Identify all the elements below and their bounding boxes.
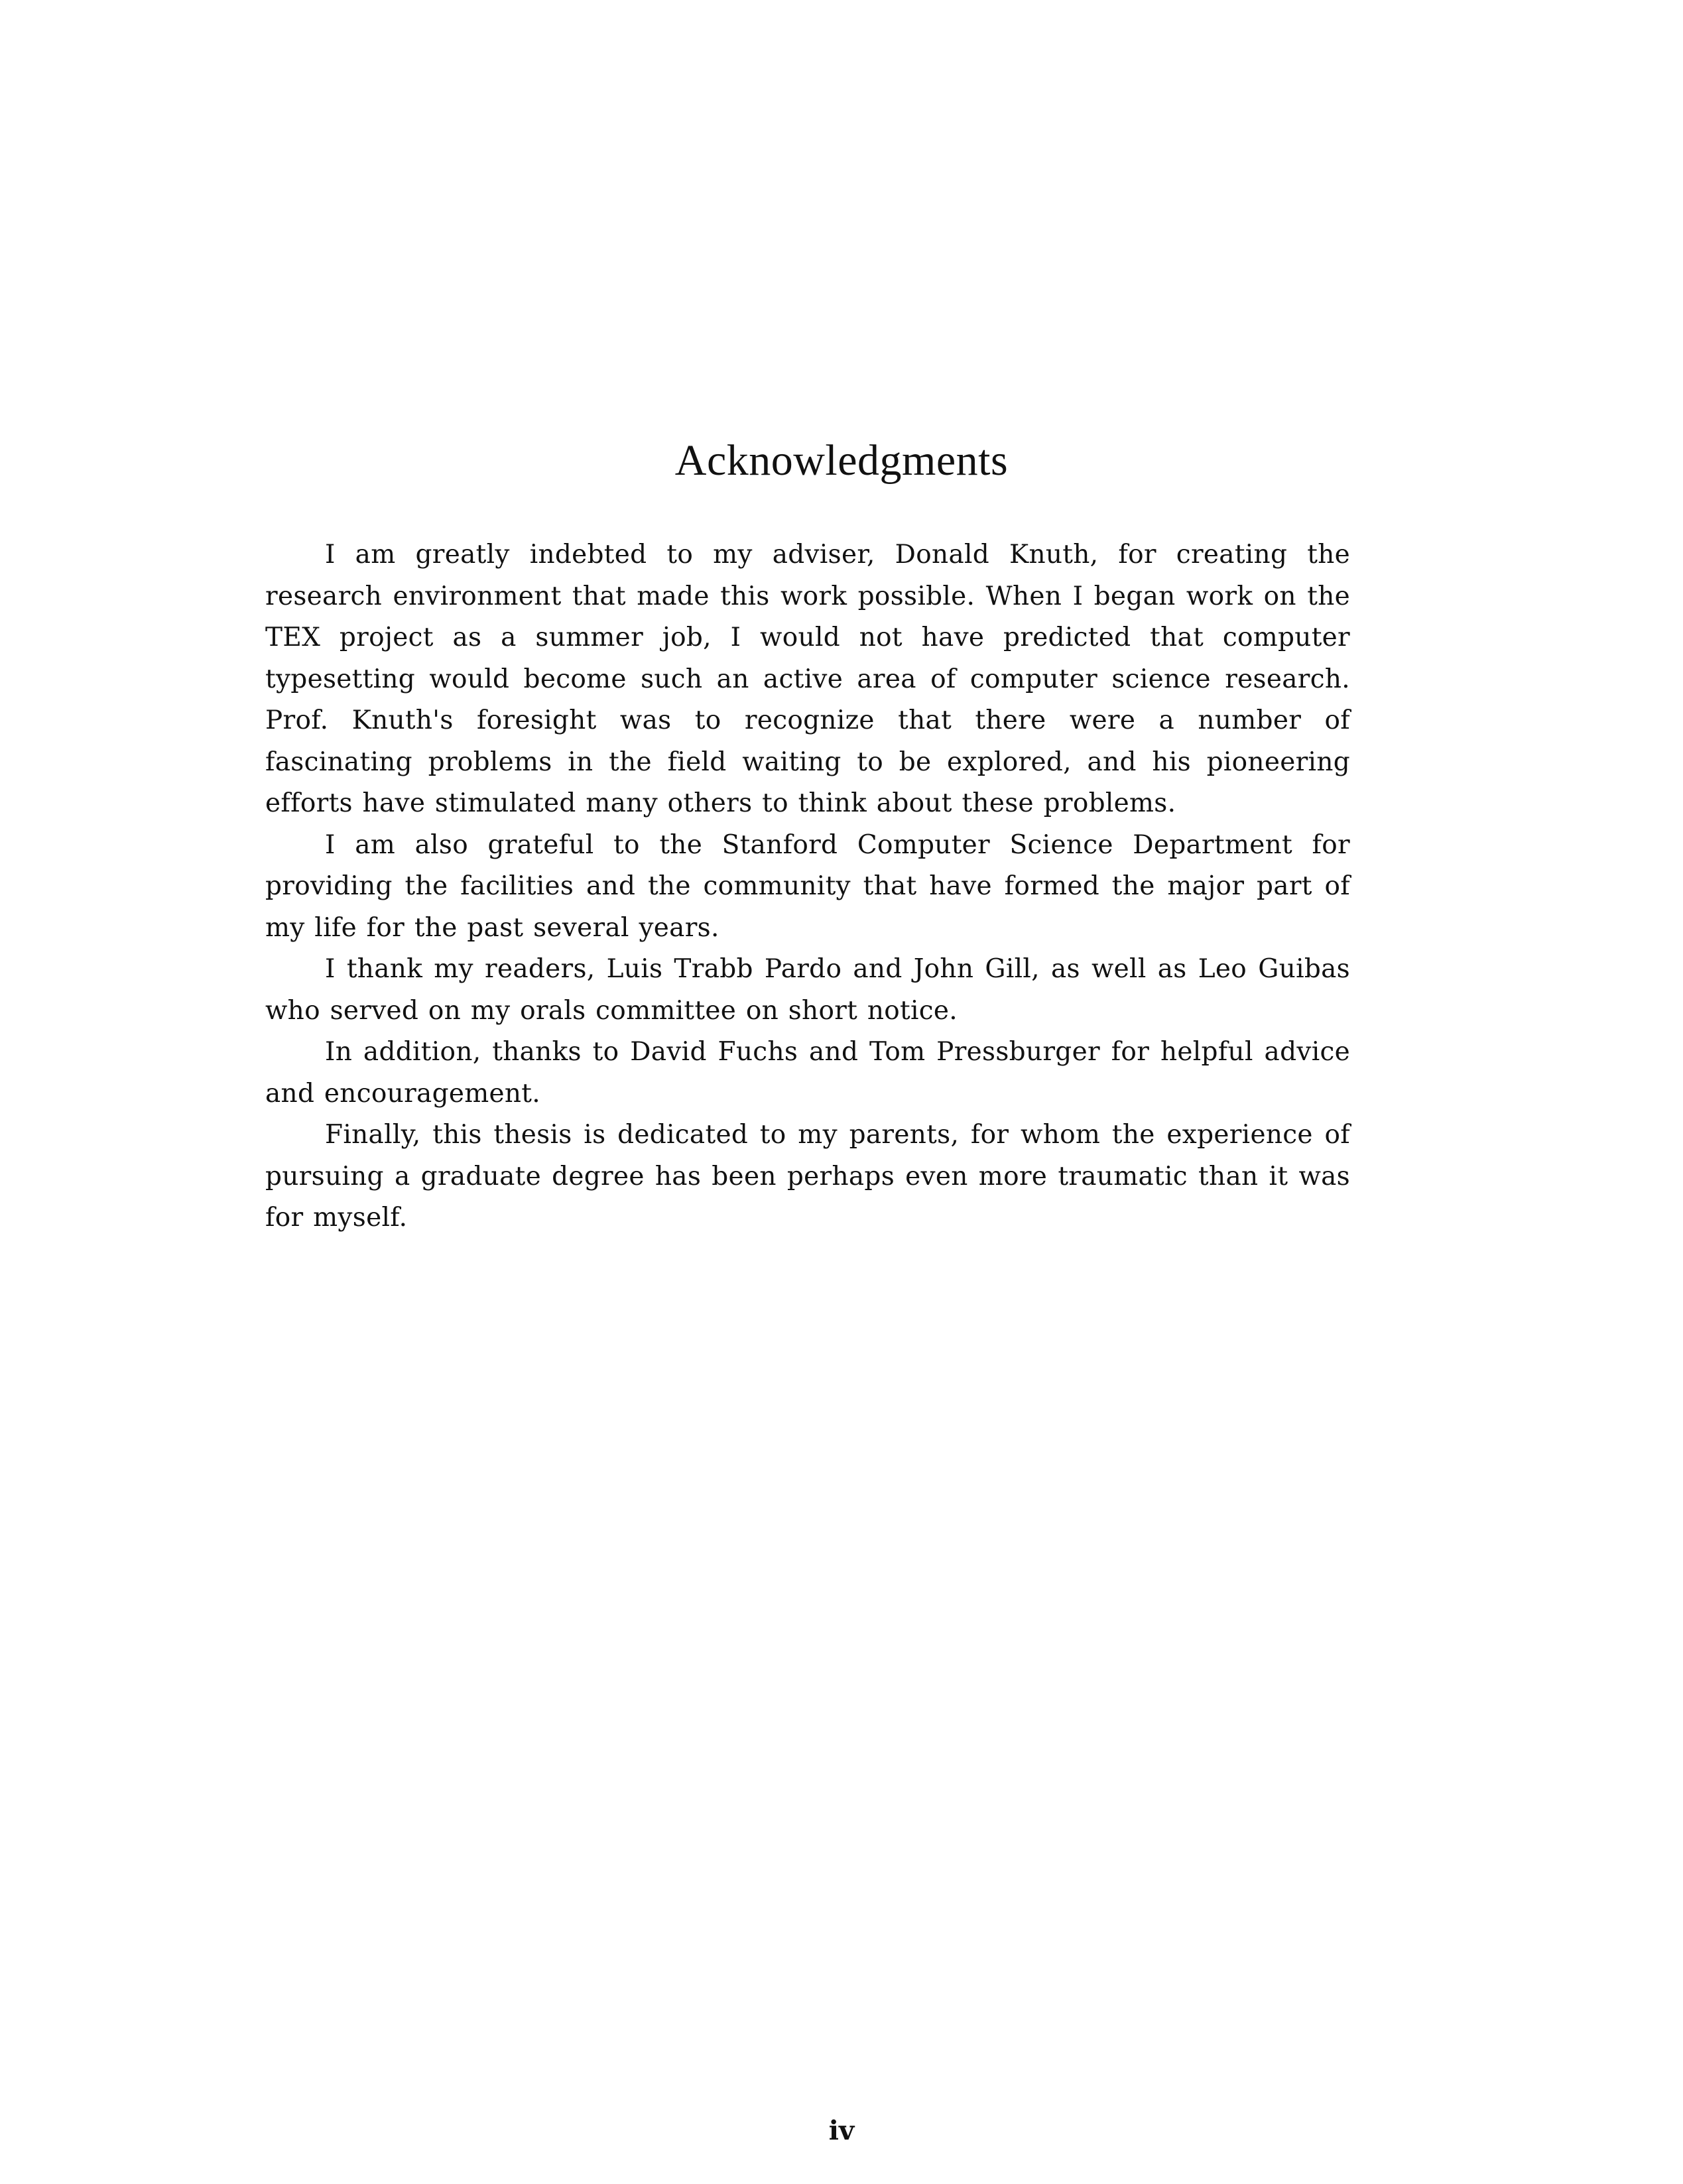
page-title: Acknowledgments	[674, 436, 1009, 485]
paragraph-department: I am also grateful to the Stanford Computer Science Department for providing the facilities and the community that have formed the major part of my life for the past several years.	[265, 829, 1350, 943]
page-number: iv	[828, 2115, 855, 2146]
paragraph-adviser: I am greatly indebted to my adviser, Donald Knuth, for creating the research environment that made this work possible. When I began work on the TEX project as a summer job, I would not have predicted that computer typesetting would become such an active area of computer science research. Prof. Knuth's foresight was to recognize that there were a number of fascinating problems in the field waiting to be explored, and his pioneering efforts have stimulated many others to think about these problems.	[265, 540, 1350, 818]
paragraph-dedication: Finally, this thesis is dedicated to my parents, for whom the experience of pursuing a graduate degree has been perhaps even more traumatic than it was for myself.	[265, 1120, 1350, 1233]
paragraph-readers: I thank my readers, Luis Trabb Pardo and John Gill, as well as Leo Guibas who served on my orals committee on short notice.	[265, 954, 1350, 1026]
paragraph-colleagues: In addition, thanks to David Fuchs and Tom Pressburger for helpful advice and encouragement.	[265, 1037, 1350, 1109]
acknowledgments-body	[265, 534, 1350, 1239]
